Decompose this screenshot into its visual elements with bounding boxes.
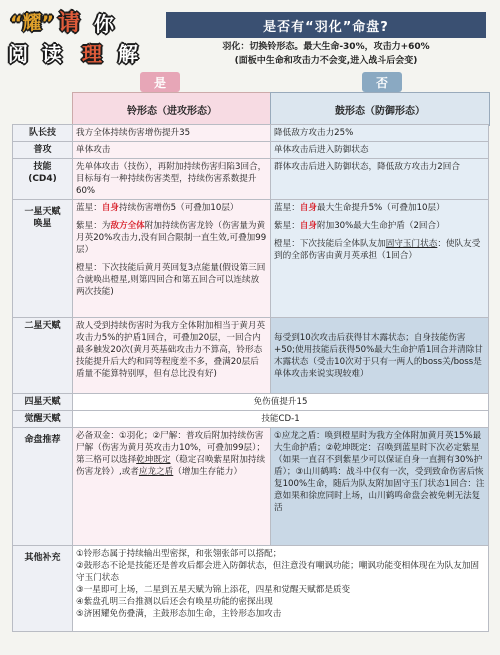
misc-cell <box>73 546 489 632</box>
misc-line: ③一星即可上场，二星到五星天赋为锦上添花，四星和觉醒天赋都是质变 <box>76 585 351 595</box>
row-label: 觉醒天赋 <box>13 411 73 428</box>
logo-char: 你 <box>94 12 114 36</box>
note-line: (面板中生命和攻击力不会变,进入战斗后会变) <box>234 56 418 66</box>
logo-char: 解 <box>118 42 138 66</box>
text: （增加生存能力） <box>173 467 243 477</box>
note-line: 羽化：切换铃形态。最大生命-30%，攻击力+60% <box>222 42 430 52</box>
text: 蓝星： <box>76 203 102 213</box>
misc-line: ⑤济困耀免伤叠满，主鼓形态加生命，主铃形态加攻击 <box>76 609 282 619</box>
row-label: 普攻 <box>13 142 73 159</box>
blue-star-text <box>274 202 485 214</box>
merged-cell: 免伤值提升15 <box>73 394 489 411</box>
misc-line: ④紫盘孔明三台推测以后还会有唤星功能的密探出现 <box>76 597 273 607</box>
purple-star-text <box>274 220 485 232</box>
orange-star-text <box>274 238 485 262</box>
rec-third-slot-text <box>76 454 267 478</box>
left-cell <box>73 200 271 318</box>
right-cell <box>271 200 489 318</box>
row-label-sub: 唤星 <box>33 219 52 229</box>
bell-form-header: 铃形态（进攻形态） <box>72 92 272 126</box>
table-row <box>13 159 489 200</box>
right-cell: 单体攻击后进入防御状态 <box>271 142 489 159</box>
row-label: 二星天赋 <box>13 318 73 394</box>
table-row <box>13 394 489 411</box>
text: 蓝星： <box>274 203 300 213</box>
row-label-text: 技能 <box>33 162 52 172</box>
left-cell: 敌人受到持续伤害时为我方全体附加相当于黄月英攻击力5%的护盾1回合，可叠加20层，一回合内最多触发20次(黄月英基础攻击力不算高，铃形态技能提升后大约和同等程度差不多，叠满20层后盾量不能算特别厚，但有总比没有好) <box>73 318 271 394</box>
logo-char: 理 <box>82 42 102 66</box>
logo-char: 读 <box>42 42 62 66</box>
table-row <box>13 142 489 159</box>
table-row <box>13 428 489 546</box>
logo-char: “耀” <box>10 12 54 34</box>
misc-line: ②鼓形态不论是技能还是普攻后都会进入防御状态，但注意没有嘲讽功能；嘲讽功能变相体现在为队友加固守玉门状态 <box>76 561 480 583</box>
logo-char: 请 <box>58 11 81 36</box>
text: 附加持续伤害龙铃（伤害量为黄月英20%攻击力,没有回合限制一直生效,可叠加99层） <box>76 221 267 255</box>
question-banner: 是否有“羽化”命盘? <box>166 12 486 38</box>
highlight: 自身 <box>101 203 119 213</box>
highlight: 敌方全体 <box>110 221 145 231</box>
text: 橙星：下次技能后全体队友加 <box>274 239 386 249</box>
right-cell: 群体攻击后进入防御状态，降低敌方攻击力2回合 <box>271 159 489 200</box>
underlined: 应龙之盾 <box>138 467 174 477</box>
right-cell: 每受到10次攻击后获得甘木露状态；自身技能伤害+50;使用技能后获得50%最大生命护盾1回合并清除甘木露状态（受击10次对于只有一两人的boss关/boss是单体攻击来说实现较难） <box>271 318 489 394</box>
rec-gold-text: 必备双金：①羽化；②尸解：普攻后附加持续伤害尸解（伤害为黄月英攻击力10%，可叠加99层）； <box>76 431 266 453</box>
text: 最大生命提升5%（可叠加10层） <box>317 203 445 213</box>
no-badge: 否 <box>362 72 402 92</box>
orange-star-text: 橙星：下次技能后黄月英回复3点能量(假设第三回合就唤出橙星,则第四回合和第五回合可以连续放两次技能) <box>76 263 266 297</box>
row-label: 队长技 <box>13 125 73 142</box>
row-label: 其他补充 <box>13 546 73 632</box>
row-label: 命盘推荐 <box>13 428 73 546</box>
logo-char: 阅 <box>8 42 28 66</box>
highlight: 自身 <box>299 203 317 213</box>
highlight: 自身 <box>299 221 317 231</box>
drum-form-header: 鼓形态（防御形态） <box>270 92 490 126</box>
text: 附加30%最大生命护盾（2回合） <box>317 221 445 231</box>
misc-line: ①铃形态属于持续输出型密探，和张翎张郃可以搭配； <box>76 549 282 559</box>
purple-star-text <box>76 220 267 256</box>
left-cell: 先单体攻击（技伤），再附加持续伤害归陷3回合，目标每有一种持续伤害类型，持续伤害系数提升60% <box>73 159 271 200</box>
text: 持续伤害增伤5（可叠加10层） <box>119 203 239 213</box>
title-logo <box>6 6 156 66</box>
left-cell: 我方全体持续伤害增伤提升35 <box>73 125 271 142</box>
underlined: 固守玉门状态 <box>385 239 438 249</box>
merged-cell: 技能CD-1 <box>73 411 489 428</box>
table-row <box>13 125 489 142</box>
table-row <box>13 546 489 632</box>
yes-badge: 是 <box>140 72 180 92</box>
left-cell <box>73 428 271 546</box>
text: 紫星： <box>274 221 300 231</box>
row-label-text: 一星天赋 <box>24 207 61 217</box>
table-row <box>13 200 489 318</box>
row-label <box>13 200 73 318</box>
blue-star-text <box>76 202 267 214</box>
left-cell: 单体攻击 <box>73 142 271 159</box>
row-label: 四星天赋 <box>13 394 73 411</box>
right-cell: ①应龙之盾：唤到橙星时为我方全体附加黄月英15%最大生命护盾；②乾坤既定：召唤到蓝星时下次必定紫星（如果一直召不到紫星少可以保证自身一直拥有30%护盾）；③山川鹤鸣：战斗中仅有一次，受到致命伤害后恢复100%生命，随后为队友附加固守玉门状态1回合：注意如果和徐庶同时上场，山川鹤鸣命盘会被免刺无法复活 <box>271 428 489 546</box>
table-row <box>13 411 489 428</box>
text: 第三格可以选择 <box>76 455 137 465</box>
comparison-table <box>12 124 489 632</box>
row-label-sub: (CD4) <box>28 174 57 184</box>
text: ：使队友受到的全部伤害由黄月英承担（1回合） <box>274 239 481 261</box>
right-cell: 降低敌方攻击力25% <box>271 125 489 142</box>
underlined: 乾坤既定 <box>136 455 171 465</box>
text: 紫星：为 <box>76 221 111 231</box>
text: （稳定召唤紫星附加持续伤害龙铃）,或者 <box>76 455 266 477</box>
table-row <box>13 318 489 394</box>
feather-note <box>166 40 486 68</box>
row-label <box>13 159 73 200</box>
